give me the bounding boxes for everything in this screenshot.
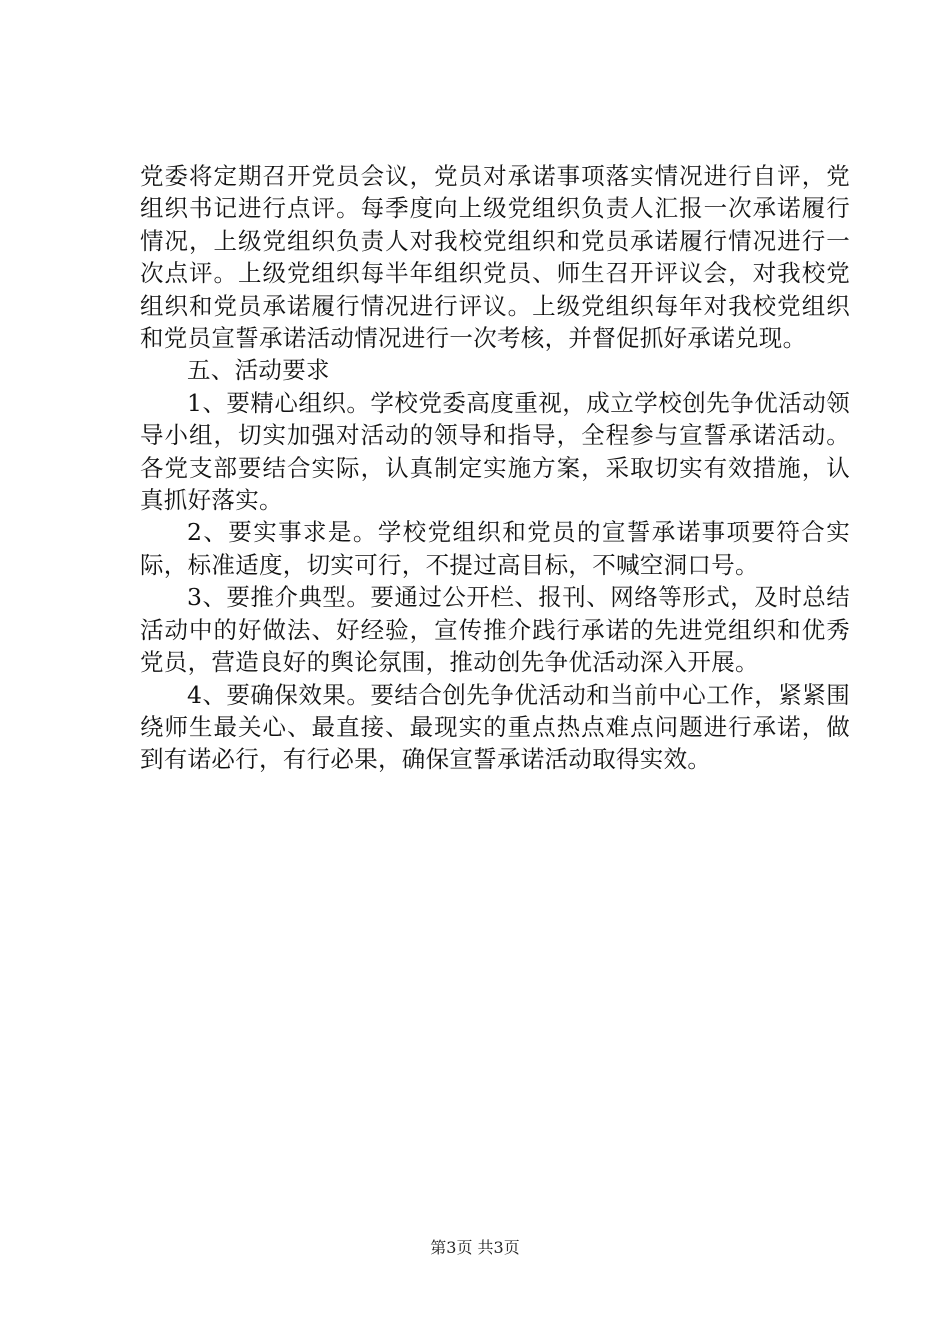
page-number-footer: 第3页 共3页: [430, 1238, 520, 1257]
requirement-item-3: 3、要推介典型。要通过公开栏、报刊、网络等形式，及时总结活动中的好做法、好经验，宣传推介践行承诺的先进党组织和优秀党员，营造良好的舆论氛围，推动创先争优活动深入开展。: [140, 583, 850, 677]
section-heading-requirements: 五、活动要求: [187, 356, 330, 385]
requirement-item-1: 1、要精心组织。学校党委高度重视，成立学校创先争优活动领导小组，切实加强对活动的领导和指导，全程参与宣誓承诺活动。各党支部要结合实际，认真制定实施方案，采取切实有效措施，认真抓好落实。: [140, 388, 850, 515]
document-body: [140, 160, 850, 776]
paragraph-review-process: 党委将定期召开党员会议，党员对承诺事项落实情况进行自评，党组织书记进行点评。每季度向上级党组织负责人汇报一次承诺履行情况，上级党组织负责人对我校党组织和党员承诺履行情况进行一次点评。上级党组织每半年组织党员、师生召开评议会，对我校党组织和党员承诺履行情况进行评议。上级党组织每年对我校党组织和党员宣誓承诺活动情况进行一次考核，并督促抓好承诺兑现。: [140, 162, 850, 353]
requirement-item-4: 4、要确保效果。要结合创先争优活动和当前中心工作，紧紧围绕师生最关心、最直接、最现实的重点热点难点问题进行承诺，做到有诺必行，有行必果，确保宣誓承诺活动取得实效。: [140, 680, 850, 774]
requirement-item-2: 2、要实事求是。学校党组织和党员的宣誓承诺事项要符合实际，标准适度，切实可行，不提过高目标，不喊空洞口号。: [140, 518, 850, 579]
